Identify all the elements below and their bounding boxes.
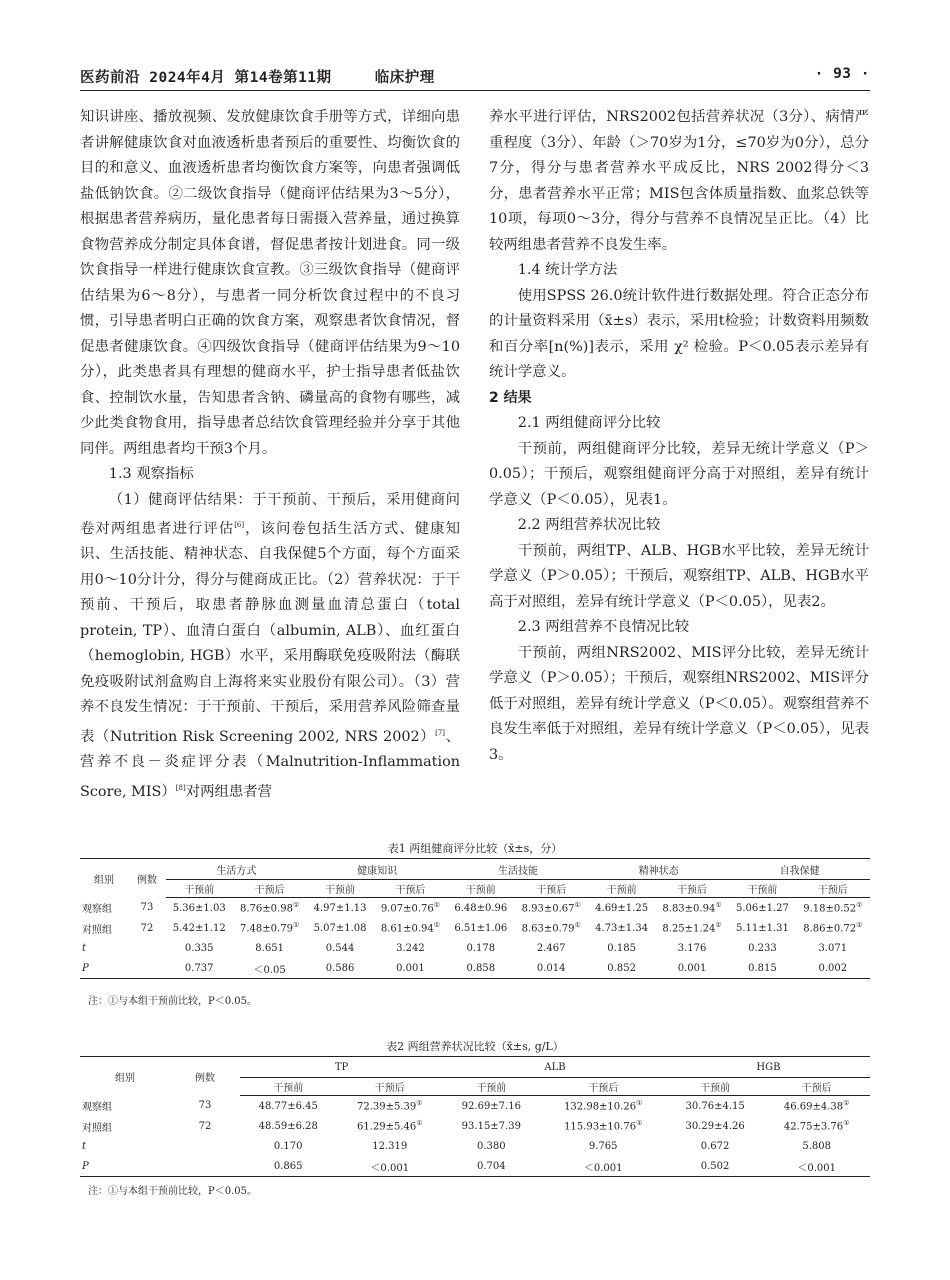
table1-group-header: 生活方式 bbox=[166, 859, 307, 880]
significance-mark: ① bbox=[636, 1099, 643, 1108]
table1-header-n: 例数 bbox=[128, 859, 166, 898]
table-row bbox=[80, 1116, 870, 1136]
table2-sub-header: 干预前 bbox=[443, 1078, 539, 1096]
table-cell: 0.858 bbox=[448, 958, 514, 979]
table-cell: 0.233 bbox=[748, 942, 777, 954]
significance-mark: ① bbox=[715, 921, 722, 930]
table-cell: 0.586 bbox=[307, 958, 373, 979]
table-cell: 0.704 bbox=[443, 1156, 539, 1177]
table-cell: 8.61±0.94① bbox=[380, 921, 441, 935]
table-cell: 6.48±0.96 bbox=[454, 902, 508, 914]
table2-sub-header: 干预后 bbox=[763, 1078, 870, 1096]
table1-note: 注：①与本组干预前比较，P＜0.05。 bbox=[88, 996, 257, 1007]
table1-group-header: 自我保健 bbox=[729, 859, 870, 880]
significance-mark: ① bbox=[433, 901, 441, 910]
table1-group-header: 生活技能 bbox=[448, 859, 589, 880]
table-cell: 8.83±0.94① bbox=[662, 901, 722, 915]
table1-group-header: 精神状态 bbox=[588, 859, 729, 880]
table-cell: 92.69±7.16 bbox=[461, 1100, 521, 1112]
table2-header-group: 组别 bbox=[80, 1057, 170, 1096]
ref-7: [7] bbox=[435, 728, 446, 737]
table-cell: 0.001 bbox=[373, 958, 447, 979]
table-cell: 4.69±1.25 bbox=[595, 902, 649, 914]
table-cell: 12.319 bbox=[372, 1140, 408, 1152]
paragraph-health-score: 干预前，两组健商评分比较，差异无统计学意义（P＞0.05）；干预后，观察组健商评分高于对照组，差异有统计学意义（P＜0.05），见表1。 bbox=[489, 440, 869, 508]
table-cell: 0.502 bbox=[667, 1156, 763, 1177]
significance-mark: ① bbox=[843, 1099, 850, 1108]
table1-caption: 表1 两组健商评分比较（x̄±s，分） bbox=[387, 842, 563, 855]
table-cell: 8.25±1.24① bbox=[662, 921, 722, 935]
significance-mark: ① bbox=[574, 901, 581, 910]
row-label: 观察组 bbox=[82, 904, 112, 916]
significance-mark: ① bbox=[292, 921, 300, 930]
table-cell: ＜0.001 bbox=[763, 1156, 870, 1177]
table-cell: 72.39±5.39① bbox=[356, 1099, 423, 1113]
table-cell: 5.808 bbox=[802, 1140, 831, 1152]
table2-group-header: ALB bbox=[443, 1057, 667, 1078]
table2-sub-header: 干预前 bbox=[240, 1078, 336, 1096]
table-cell: ＜0.001 bbox=[540, 1156, 667, 1177]
paragraph-nutrition-assessment: 养水平进行评估，NRS2002包括营养状况（3分）、病情严重程度（3分）、年龄（＞70岁为1分，≤70岁为0分），总分7分，得分与患者营养水平成反比，NRS 2002得分＜3分，患者营养水平正常；MIS包含体质量指数、血浆总铁等10项，每项0～3分，得分与营养不良情况呈正比。（4）比较两组患者营养不良发生率。 bbox=[489, 109, 869, 253]
table1-sub-header: 干预前 bbox=[588, 880, 654, 898]
table-cell: 93.15±7.39 bbox=[461, 1120, 521, 1132]
paragraph-observation-indicators: （1）健商评估结果：于干预前、干预后，采用健商问卷对两组患者进行评估[6]，该问卷包括生活方式、健康知识、生活技能、精神状态、自我保健5个方面，每个方面采用0～10分计分，得分与健商成正比。（2）营养状况：于干预前、干预后，取患者静脉血测量血清总蛋白（total protein, TP）、血清白蛋白（albumin, ALB）、血红蛋白（hemoglobin, HGB）水平，采用酶联免疫吸附法（酶联免疫吸附试剂盒购自上海将来实业股份有限公司）。（3）营养不良发生情况：于干预前、干预后，采用营养风险筛查量表（Nutrition Risk Screening 2002, NRS 2002）[7]、营养不良－炎症评分表（Malnutrition-Inflammation Score, MIS）[8]对两组患者营 bbox=[80, 491, 460, 800]
heading-1-4: 1.4 统计学方法 bbox=[517, 262, 618, 278]
table-row bbox=[80, 1136, 870, 1156]
significance-mark: ① bbox=[843, 1119, 850, 1128]
ref-8: [8] bbox=[175, 783, 186, 792]
table1-sub-header: 干预前 bbox=[448, 880, 514, 898]
table-cell: 8.63±0.79① bbox=[521, 921, 581, 935]
table-cell: 8.76±0.98① bbox=[240, 901, 300, 915]
paragraph-statistics: 使用SPSS 26.0统计软件进行数据处理。符合正态分布的计量资料采用（x̄±s）表示，采用t检验；计数资料用频数和百分率[n(%)]表示，采用 χ² 检验。P＜0.05表示差异有统计学意义。 bbox=[489, 287, 869, 380]
row-label: 对照组 bbox=[82, 1122, 112, 1134]
row-label: t bbox=[82, 1140, 87, 1152]
table-cell: 2.467 bbox=[536, 942, 566, 954]
table-cell: 9.07±0.76① bbox=[380, 901, 441, 915]
table2-group-header: TP bbox=[240, 1057, 443, 1078]
table-cell: 61.29±5.46① bbox=[356, 1119, 423, 1133]
table-cell: 0.380 bbox=[476, 1140, 506, 1152]
running-header bbox=[80, 62, 870, 88]
significance-mark: ① bbox=[433, 921, 441, 930]
journal-name: 医药前沿 2024年4月 第14卷第11期 bbox=[80, 70, 332, 86]
table-cell: 0.178 bbox=[466, 942, 496, 954]
table-cell: 3.176 bbox=[677, 942, 707, 954]
table-row bbox=[80, 958, 870, 979]
table1-header-group: 组别 bbox=[80, 859, 128, 898]
significance-mark: ① bbox=[292, 901, 300, 910]
table1-sub-header: 干预后 bbox=[796, 880, 870, 898]
row-label: 对照组 bbox=[82, 924, 112, 936]
row-count: 73 bbox=[198, 1100, 212, 1112]
row-count bbox=[128, 958, 166, 979]
heading-2-2: 2.2 两组营养状况比较 bbox=[517, 517, 661, 533]
table-cell: 0.865 bbox=[240, 1156, 336, 1177]
table2-sub-header: 干预前 bbox=[667, 1078, 763, 1096]
table1-sub-header: 干预后 bbox=[514, 880, 588, 898]
table-cell: 3.242 bbox=[396, 942, 425, 954]
table-cell: 5.11±1.31 bbox=[735, 922, 789, 934]
row-label: P bbox=[80, 1156, 170, 1177]
paragraph-malnutrition: 干预前，两组NRS2002、MIS评分比较，差异无统计学意义（P＞0.05）；干预后，观察组NRS2002、MIS评分低于对照组，差异有统计学意义（P＜0.05）。观察组营养不良发生率低于对照组，差异有统计学意义（P＜0.05），见表3。 bbox=[489, 644, 869, 763]
table-cell: 8.651 bbox=[255, 942, 284, 954]
table-cell: 0.737 bbox=[166, 958, 232, 979]
table-health-score bbox=[80, 858, 870, 979]
table1-sub-header: 干预前 bbox=[729, 880, 795, 898]
heading-1-3: 1.3 观察指标 bbox=[108, 466, 194, 482]
table-cell: 30.29±4.26 bbox=[685, 1120, 745, 1132]
table-cell: 9.18±0.52① bbox=[803, 901, 863, 915]
table-cell: 0.014 bbox=[514, 958, 588, 979]
table-cell: 6.51±1.06 bbox=[454, 922, 508, 934]
significance-mark: ① bbox=[856, 921, 863, 930]
table-cell: 5.06±1.27 bbox=[735, 902, 789, 914]
section-name: 临床护理 bbox=[374, 70, 435, 86]
table-cell: 9.765 bbox=[588, 1140, 618, 1152]
table-cell: 5.36±1.03 bbox=[172, 902, 226, 914]
table2-header-n: 例数 bbox=[170, 1057, 240, 1096]
table-cell: 8.93±0.67① bbox=[521, 901, 581, 915]
table-cell: 46.69±4.38① bbox=[783, 1099, 850, 1113]
right-column bbox=[489, 105, 869, 768]
table2-caption: 表2 两组营养状况比较（x̄±s, g/L） bbox=[386, 1040, 564, 1053]
table-cell: ＜0.001 bbox=[336, 1156, 443, 1177]
row-count bbox=[128, 938, 166, 958]
table2-note: 注：①与本组干预前比较，P＜0.05。 bbox=[88, 1186, 257, 1197]
table-cell: 132.98±10.26① bbox=[564, 1099, 643, 1113]
heading-2-1: 2.1 两组健商评分比较 bbox=[517, 415, 661, 431]
table-cell: 7.48±0.79① bbox=[240, 921, 300, 935]
row-count bbox=[170, 1156, 240, 1177]
page-number: · 93 · bbox=[814, 66, 870, 82]
significance-mark: ① bbox=[636, 1119, 643, 1128]
table-cell: 48.77±6.45 bbox=[258, 1100, 318, 1112]
significance-mark: ① bbox=[856, 901, 863, 910]
header-rule bbox=[80, 90, 870, 91]
table1-group-header: 健康知识 bbox=[307, 859, 448, 880]
row-label: 观察组 bbox=[82, 1102, 112, 1114]
table-cell: 0.544 bbox=[325, 942, 355, 954]
table1-sub-header: 干预前 bbox=[166, 880, 232, 898]
heading-2-results: 2 结果 bbox=[489, 389, 532, 406]
table-cell: 4.73±1.34 bbox=[595, 922, 649, 934]
table-row bbox=[80, 1156, 870, 1177]
row-label: t bbox=[82, 942, 87, 954]
table-cell: 5.42±1.12 bbox=[172, 922, 226, 934]
table-row bbox=[80, 898, 870, 919]
table-row bbox=[80, 1096, 870, 1117]
table-cell: 4.97±1.13 bbox=[313, 902, 367, 914]
table-cell: 42.75±3.76① bbox=[783, 1119, 850, 1133]
table-cell: 0.001 bbox=[655, 958, 729, 979]
significance-mark: ① bbox=[715, 901, 722, 910]
table-nutrition-status bbox=[80, 1056, 870, 1177]
ref-6: [6] bbox=[234, 521, 245, 529]
heading-2-3: 2.3 两组营养不良情况比较 bbox=[517, 619, 690, 635]
row-count: 72 bbox=[140, 922, 154, 934]
table-cell: 115.93±10.76① bbox=[564, 1119, 643, 1133]
paragraph-diet-guidance: 知识讲座、播放视频、发放健康饮食手册等方式，详细向患者讲解健康饮食对血液透析患者预后的重要性、均衡饮食的目的和意义、血液透析患者均衡饮食方案等，向患者强调低盐低钠饮食。②二级饮食指导（健商评估结果为3～5分），根据患者营养病历，量化患者每日需摄入营养量，通过换算食物营养成分制定具体食谱，督促患者按计划进食。同一级饮食指导一样进行健康饮食宣教。③三级饮食指导（健商评估结果为6～8分），与患者一同分析饮食过程中的不良习惯，引导患者明白正确的饮食方案，观察患者饮食情况，督促患者健康饮食。④四级饮食指导（健商评估结果为9～10分），此类患者具有理想的健商水平，护士指导患者低盐饮食、控制饮水量，告知患者含钠、磷量高的食物有哪些，减少此类食物食用，指导患者总结饮食管理经验并分享于其他同伴。两组患者均干预3个月。 bbox=[80, 109, 460, 457]
table-row bbox=[80, 938, 870, 958]
row-count: 72 bbox=[198, 1120, 212, 1132]
table1-sub-header: 干预后 bbox=[655, 880, 729, 898]
table-cell: 48.59±6.28 bbox=[258, 1120, 318, 1132]
significance-mark: ① bbox=[416, 1099, 423, 1108]
row-label: P bbox=[80, 958, 128, 979]
row-count bbox=[170, 1136, 240, 1156]
row-count: 73 bbox=[140, 902, 154, 914]
table2-sub-header: 干预后 bbox=[540, 1078, 667, 1096]
table1-sub-header: 干预前 bbox=[307, 880, 373, 898]
table1-sub-header: 干预后 bbox=[232, 880, 306, 898]
table2-group-header: HGB bbox=[667, 1057, 870, 1078]
table-cell: ＜0.05 bbox=[232, 958, 306, 979]
table-cell: 0.170 bbox=[273, 1140, 303, 1152]
journal-info bbox=[80, 66, 435, 87]
table-cell: 0.002 bbox=[796, 958, 870, 979]
left-column bbox=[80, 105, 460, 805]
table-cell: 5.07±1.08 bbox=[313, 922, 367, 934]
table-cell: 8.86±0.72① bbox=[803, 921, 863, 935]
table-cell: 30.76±4.15 bbox=[685, 1100, 745, 1112]
table-cell: 0.672 bbox=[700, 1140, 730, 1152]
table-cell: 0.335 bbox=[184, 942, 214, 954]
significance-mark: ① bbox=[416, 1119, 423, 1128]
table2-sub-header: 干预后 bbox=[336, 1078, 443, 1096]
table-cell: 3.071 bbox=[818, 942, 848, 954]
table-row bbox=[80, 918, 870, 938]
significance-mark: ① bbox=[574, 921, 581, 930]
table-cell: 0.815 bbox=[729, 958, 795, 979]
table1-sub-header: 干预后 bbox=[373, 880, 447, 898]
table-cell: 0.185 bbox=[607, 942, 636, 954]
table-cell: 0.852 bbox=[588, 958, 654, 979]
paragraph-nutrition-status: 干预前，两组TP、ALB、HGB水平比较，差异无统计学意义（P＞0.05）；干预后，观察组TP、ALB、HGB水平高于对照组，差异有统计学意义（P＜0.05），见表2。 bbox=[489, 542, 869, 610]
